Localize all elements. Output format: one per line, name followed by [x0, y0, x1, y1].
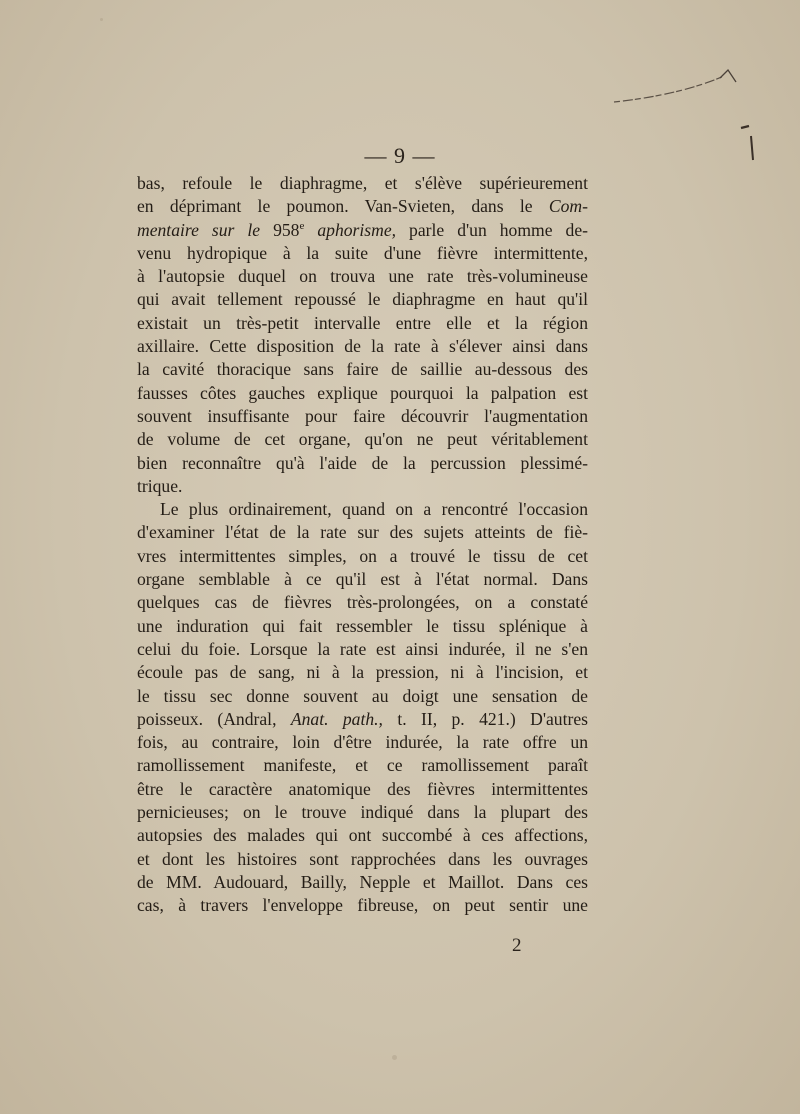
text-line [137, 661, 588, 684]
text-line [137, 731, 588, 754]
text-line [137, 801, 588, 824]
text-run: celui du foie. Lorsque la rate est ainsi indurée, il ne s'en [137, 638, 588, 659]
text-line [137, 335, 588, 358]
text-line [137, 824, 588, 847]
text-line [137, 754, 588, 777]
text-run: souvent insuffisante pour faire découvrir l'augmentation [137, 405, 588, 426]
text-run: ramollissement manifeste, et ce ramollissement paraît [137, 755, 588, 776]
paper-stain [100, 18, 103, 21]
text-run [304, 220, 317, 240]
text-run: de MM. Audouard, Bailly, Nepple et Maillot. Dans ces [137, 871, 588, 892]
text-line [137, 591, 588, 614]
text-line [137, 195, 588, 218]
text-run: être le caractère anatomique des fièvres intermittentes [137, 778, 588, 799]
text-line [137, 242, 588, 265]
text-run: et dont les histoires sont rapprochées dans les ouvrages [137, 848, 588, 869]
text-line [137, 894, 588, 917]
text-run: pernicieuses; on le trouve indiqué dans la plupart des [137, 802, 588, 823]
text-run: t. II, p. 421.) D'autres [382, 708, 588, 729]
text-run: 958 [260, 219, 300, 240]
text-run: de volume de cet organe, qu'on ne peut véritablement [137, 429, 588, 450]
text-line [137, 498, 588, 521]
text-run: écoule pas de sang, ni à la pression, ni à l'incision, et [137, 662, 588, 683]
text-run: fois, au contraire, loin d'être indurée, la rate offre un [137, 732, 588, 753]
text-line [137, 428, 588, 451]
text-run: organe semblable à ce qu'il est à l'état normal. Dans [137, 569, 588, 590]
text-line [137, 172, 588, 195]
text-run: bas, refoule le diaphragme, et s'élève supérieurement [137, 173, 588, 193]
text-run: en déprimant le poumon. Van-Svieten, dans le [137, 196, 549, 217]
text-line [137, 219, 588, 242]
text-run: la cavité thoracique sans faire de saillie au-dessous des [137, 359, 588, 380]
text-run: Le plus ordinairement, quand on a rencontré l'occasion [160, 499, 588, 520]
text-run: le tissu sec donne souvent au doigt une sensation de [137, 685, 588, 706]
text-line [137, 871, 588, 894]
italic-text: mentaire sur le [137, 219, 261, 240]
italic-text: Anat. path., [290, 708, 383, 729]
text-run: poisseux. (Andral, [137, 708, 291, 729]
italic-text: aphorisme, [317, 219, 397, 240]
text-line [137, 265, 588, 288]
paper-stain [392, 1055, 397, 1060]
text-line [137, 312, 588, 335]
text-line [137, 358, 588, 381]
text-line [137, 382, 588, 405]
text-line [137, 615, 588, 638]
text-run: trique. [137, 475, 183, 496]
text-run: parle d'un homme de- [396, 219, 588, 240]
text-run: fausses côtes gauches explique pourquoi la palpation est [137, 382, 588, 403]
text-line [137, 452, 588, 475]
superscript: e [299, 219, 305, 232]
text-run: existait un très-petit intervalle entre elle et la région [137, 312, 588, 333]
text-run: à l'autopsie duquel on trouva une rate très-volumineuse [137, 266, 588, 287]
text-line [137, 778, 588, 801]
text-run: cas, à travers l'enveloppe fibreuse, on peut sentir une [137, 895, 588, 916]
text-line [137, 568, 588, 591]
text-run: quelques cas de fièvres très-prolongées, on a constaté [137, 592, 588, 613]
italic-text: Com- [548, 196, 588, 217]
page-number-header: — 9 — [364, 143, 436, 168]
text-line [137, 685, 588, 708]
pencil-mark-icon [612, 62, 742, 112]
text-run: bien reconnaître qu'à l'aide de la percussion plessimé- [137, 452, 588, 473]
signature-mark: 2 [512, 935, 522, 956]
text-line [137, 545, 588, 568]
text-run: venu hydropique à la suite d'une fièvre intermittente, [137, 242, 588, 263]
text-run: autopsies des malades qui ont succombé à ces affections, [137, 825, 588, 846]
text-line [137, 288, 588, 311]
text-line [137, 405, 588, 428]
text-line [137, 848, 588, 871]
text-line [137, 708, 588, 731]
body-text [137, 172, 588, 918]
text-run: vres intermittentes simples, on a trouvé le tissu de cet [137, 545, 588, 566]
text-line [137, 521, 588, 544]
text-line [137, 475, 588, 498]
text-run: qui avait tellement repoussé le diaphragme en haut qu'il [137, 289, 588, 310]
text-run: axillaire. Cette disposition de la rate à s'élever ainsi dans [137, 336, 588, 357]
text-run: une induration qui fait ressembler le tissu splénique à [137, 615, 588, 636]
text-line [137, 638, 588, 661]
text-run: d'examiner l'état de la rate sur des sujets atteints de fiè- [137, 522, 588, 543]
